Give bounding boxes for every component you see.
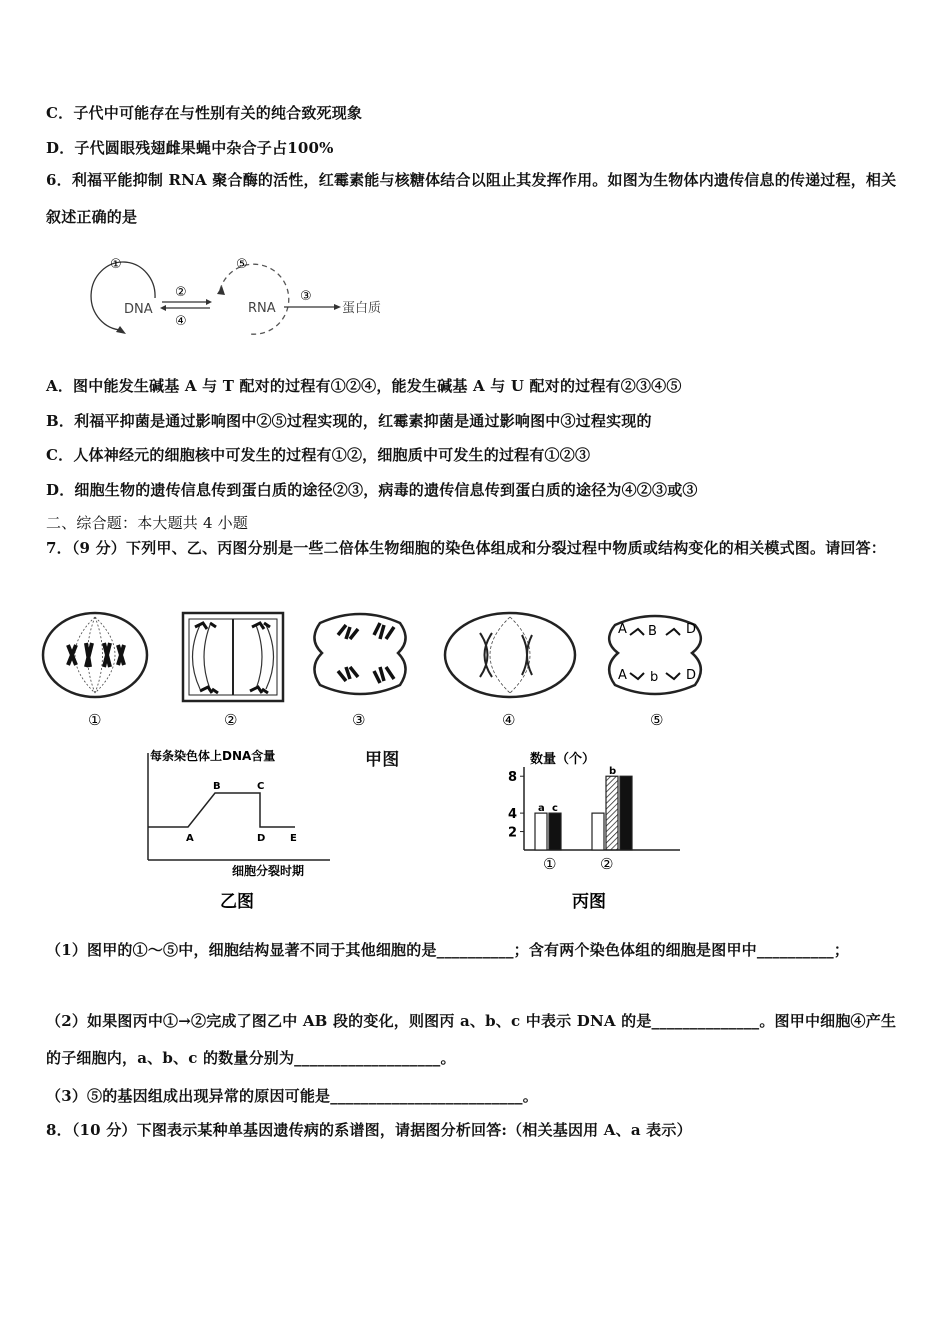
- cell-label-2: ②: [224, 711, 238, 729]
- bing-bar-label-c-1: c: [552, 803, 558, 815]
- gene-bottom-b: b: [650, 670, 659, 685]
- yi-point-b: B: [213, 781, 221, 792]
- cell-1: [43, 613, 147, 697]
- cell-label-5: ⑤: [650, 711, 664, 729]
- question-6-stem: 6．利福平能抑制 RNA 聚合酶的活性，红霉素能与核糖体结合以阻止其发挥作用。如图为生物体内遗传信息的传递过程，相关叙述正确的是: [46, 171, 897, 226]
- gene-bottom-a: A: [618, 668, 627, 683]
- jia-title: 甲图: [365, 750, 400, 770]
- question-8-stem: 8．（10 分）下图表示某种单基因遗传病的系谱图，请据图分析回答:（相关基因用 A、a 表示）: [46, 1121, 692, 1139]
- label-4: ④: [175, 314, 187, 329]
- bing-ylabel: 数量（个）: [530, 752, 596, 767]
- option-c-prev: C．子代中可能存在与性别有关的纯合致死现象: [46, 104, 363, 122]
- bing-title: 丙图: [572, 892, 606, 912]
- label-1: ①: [110, 257, 122, 272]
- cell-label-1: ①: [88, 711, 102, 729]
- yi-title: 乙图: [220, 892, 254, 912]
- yi-xlabel: 细胞分裂时期: [232, 864, 305, 878]
- cell-3: [314, 614, 405, 694]
- gene-top-a: A: [618, 622, 627, 637]
- bing-bar-label-a-1: a: [538, 803, 545, 815]
- yi-ylabel: 每条染色体上DNA含量: [150, 749, 276, 763]
- cell-label-3: ③: [352, 711, 366, 729]
- cell-label-4: ④: [502, 711, 516, 729]
- bing-bar-a-1: [535, 813, 547, 850]
- figure-bing-chart: [500, 745, 700, 915]
- gene-bottom-d: D: [686, 668, 697, 683]
- question-6-option-c: C．人体神经元的细胞核中可发生的过程有①②，细胞质中可发生的过程有①②③: [46, 446, 591, 464]
- bing-category-2: ②: [600, 855, 614, 873]
- rna-label: RNA: [248, 301, 276, 316]
- bing-bar-c-1: [549, 813, 561, 850]
- yi-point-e: E: [290, 833, 297, 844]
- figure-jia-cells: [40, 605, 720, 735]
- protein-label: 蛋白质: [342, 301, 382, 316]
- question-6-option-a: A．图中能发生碱基 A 与 T 配对的过程有①②④，能发生碱基 A 与 U 配对的过程有②③④⑤: [46, 377, 682, 395]
- cell-4: [445, 613, 575, 697]
- yi-point-c: C: [257, 781, 265, 792]
- option-d-prev: D．子代圆眼残翅雌果蝇中杂合子占100%: [46, 139, 334, 157]
- figure-yi-chart: [140, 745, 350, 915]
- question-7-stem: 7．（9 分）下列甲、乙、丙图分别是一些二倍体生物细胞的染色体组成和分裂过程中物质或结构变化的相关模式图。请回答：: [46, 539, 887, 557]
- bing-category-1: ①: [543, 855, 557, 873]
- gene-top-b: B: [648, 624, 657, 639]
- question-7-part-1: （1）图甲的①～⑤中，细胞结构显著不同于其他细胞的是__________；含有两个染色体组的细胞是图甲中__________；: [46, 941, 850, 959]
- label-2: ②: [175, 285, 187, 300]
- question-7-part-2: （2）如果图丙中①→②完成了图乙中 AB 段的变化，则图丙 a、b、c 中表示 DNA 的是______________。图甲中细胞④产生的子细胞内，a、b、c 的数量分别为___________________。: [46, 1012, 897, 1067]
- bing-tick-2: 2: [508, 825, 518, 841]
- yi-point-a: A: [186, 833, 194, 844]
- section-2-heading: 二、综合题：本大题共 4 小题: [46, 514, 249, 532]
- bing-tick-8: 8: [508, 770, 518, 786]
- bing-bar-a-2: [592, 813, 604, 850]
- replication-loop: [91, 262, 155, 330]
- yi-dna-curve: [148, 793, 295, 827]
- bing-bar-label-b-2: b: [609, 766, 617, 778]
- bing-bar-c-2: [620, 776, 632, 850]
- cell-5: [609, 616, 701, 694]
- label-3: ③: [300, 289, 312, 304]
- cell-2: [183, 613, 283, 701]
- gene-top-d: D: [686, 622, 697, 637]
- gene-expression-diagram: [70, 250, 400, 340]
- yi-point-d: D: [257, 833, 266, 844]
- question-7-part-3: （3）⑤的基因组成出现异常的原因可能是_________________________。: [46, 1087, 538, 1105]
- bing-bar-b-2: [606, 776, 618, 850]
- question-6-option-b: B．利福平抑菌是通过影响图中②⑤过程实现的，红霉素抑菌是通过影响图中③过程实现的: [46, 412, 652, 430]
- bing-tick-4: 4: [508, 807, 518, 823]
- dna-label: DNA: [124, 302, 153, 317]
- label-5: ⑤: [236, 257, 248, 272]
- rna-replication-loop: [220, 264, 289, 334]
- question-6-option-d: D．细胞生物的遗传信息传到蛋白质的途径②③，病毒的遗传信息传到蛋白质的途径为④②③或③: [46, 481, 698, 499]
